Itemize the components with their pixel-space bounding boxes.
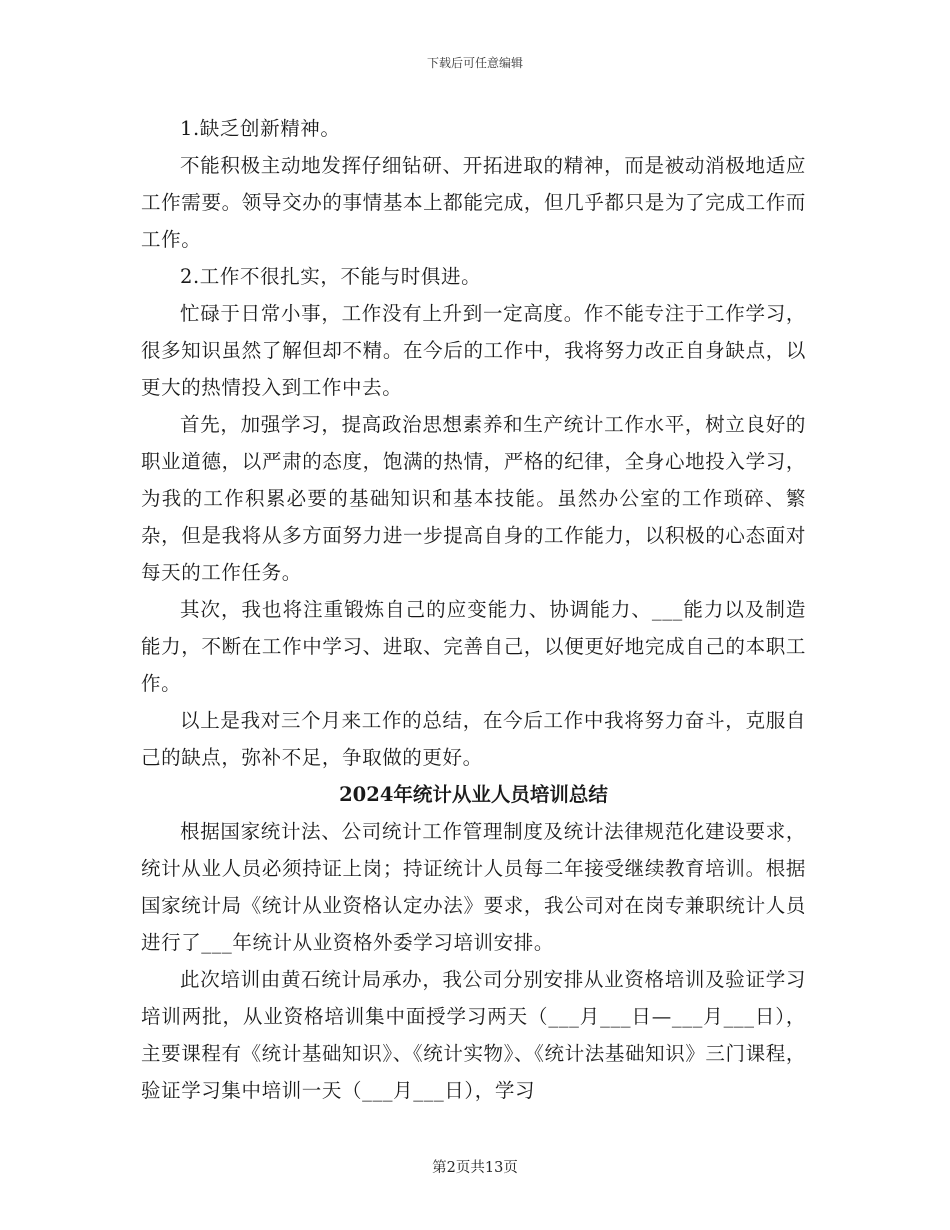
list-item-heading: 2.工作不很扎实，不能与时俱进。	[180, 265, 482, 288]
paragraph: 忙碌于日常小事，工作没有上升到一定高度。作不能专注于工作学习，很多知识虽然了解但却不精。在今后的工作中，我将努力改正自身缺点，以更大的热情投入到工作中去。	[141, 302, 806, 399]
paragraph: 其次，我也将注重锻炼自己的应变能力、协调能力、___能力以及制造能力，不断在工作中学习、进取、完善自己，以便更好地完成自己的本职工作。	[141, 598, 806, 695]
paragraph: 此次培训由黄石统计局承办，我公司分别安排从业资格培训及验证学习培训两批，从业资格培训集中面授学习两天（___月___日—___月___日），主要课程有《统计基础知识》、《统计实物》、《统计法基础知识》三门课程，验证学习集中培训一天（___月___日），学习	[141, 968, 806, 1102]
section-title: 2024年统计从业人员培训总结	[339, 783, 608, 806]
list-item-heading: 1.缺乏创新精神。	[180, 117, 341, 140]
page-header: 下载后可任意编辑	[426, 56, 523, 70]
paragraph: 根据国家统计法、公司统计工作管理制度及统计法律规范化建设要求，统计从业人员必须持证上岗；持证统计人员每二年接受继续教育培训。根据国家统计局《统计从业资格认定办法》要求，我公司对在岗专兼职统计人员进行了___年统计从业资格外委学习培训安排。	[141, 820, 806, 954]
paragraph: 首先，加强学习，提高政治思想素养和生产统计工作水平，树立良好的职业道德，以严肃的态度，饱满的热情，严格的纪律，全身心地投入学习，为我的工作积累必要的基础知识和基本技能。虽然办公室的工作琐碎、繁杂，但是我将从多方面努力进一步提高自身的工作能力，以积极的心态面对每天的工作任务。	[141, 413, 806, 584]
paragraph: 不能积极主动地发挥仔细钻研、开拓进取的精神，而是被动消极地适应工作需要。领导交办的事情基本上都能完成，但几乎都只是为了完成工作而工作。	[141, 154, 806, 251]
page-number: 第2页共13页	[432, 1160, 518, 1176]
paragraph: 以上是我对三个月来工作的总结，在今后工作中我将努力奋斗，克服自己的缺点，弥补不足，争取做的更好。	[141, 709, 806, 769]
document-body	[141, 110, 806, 1109]
